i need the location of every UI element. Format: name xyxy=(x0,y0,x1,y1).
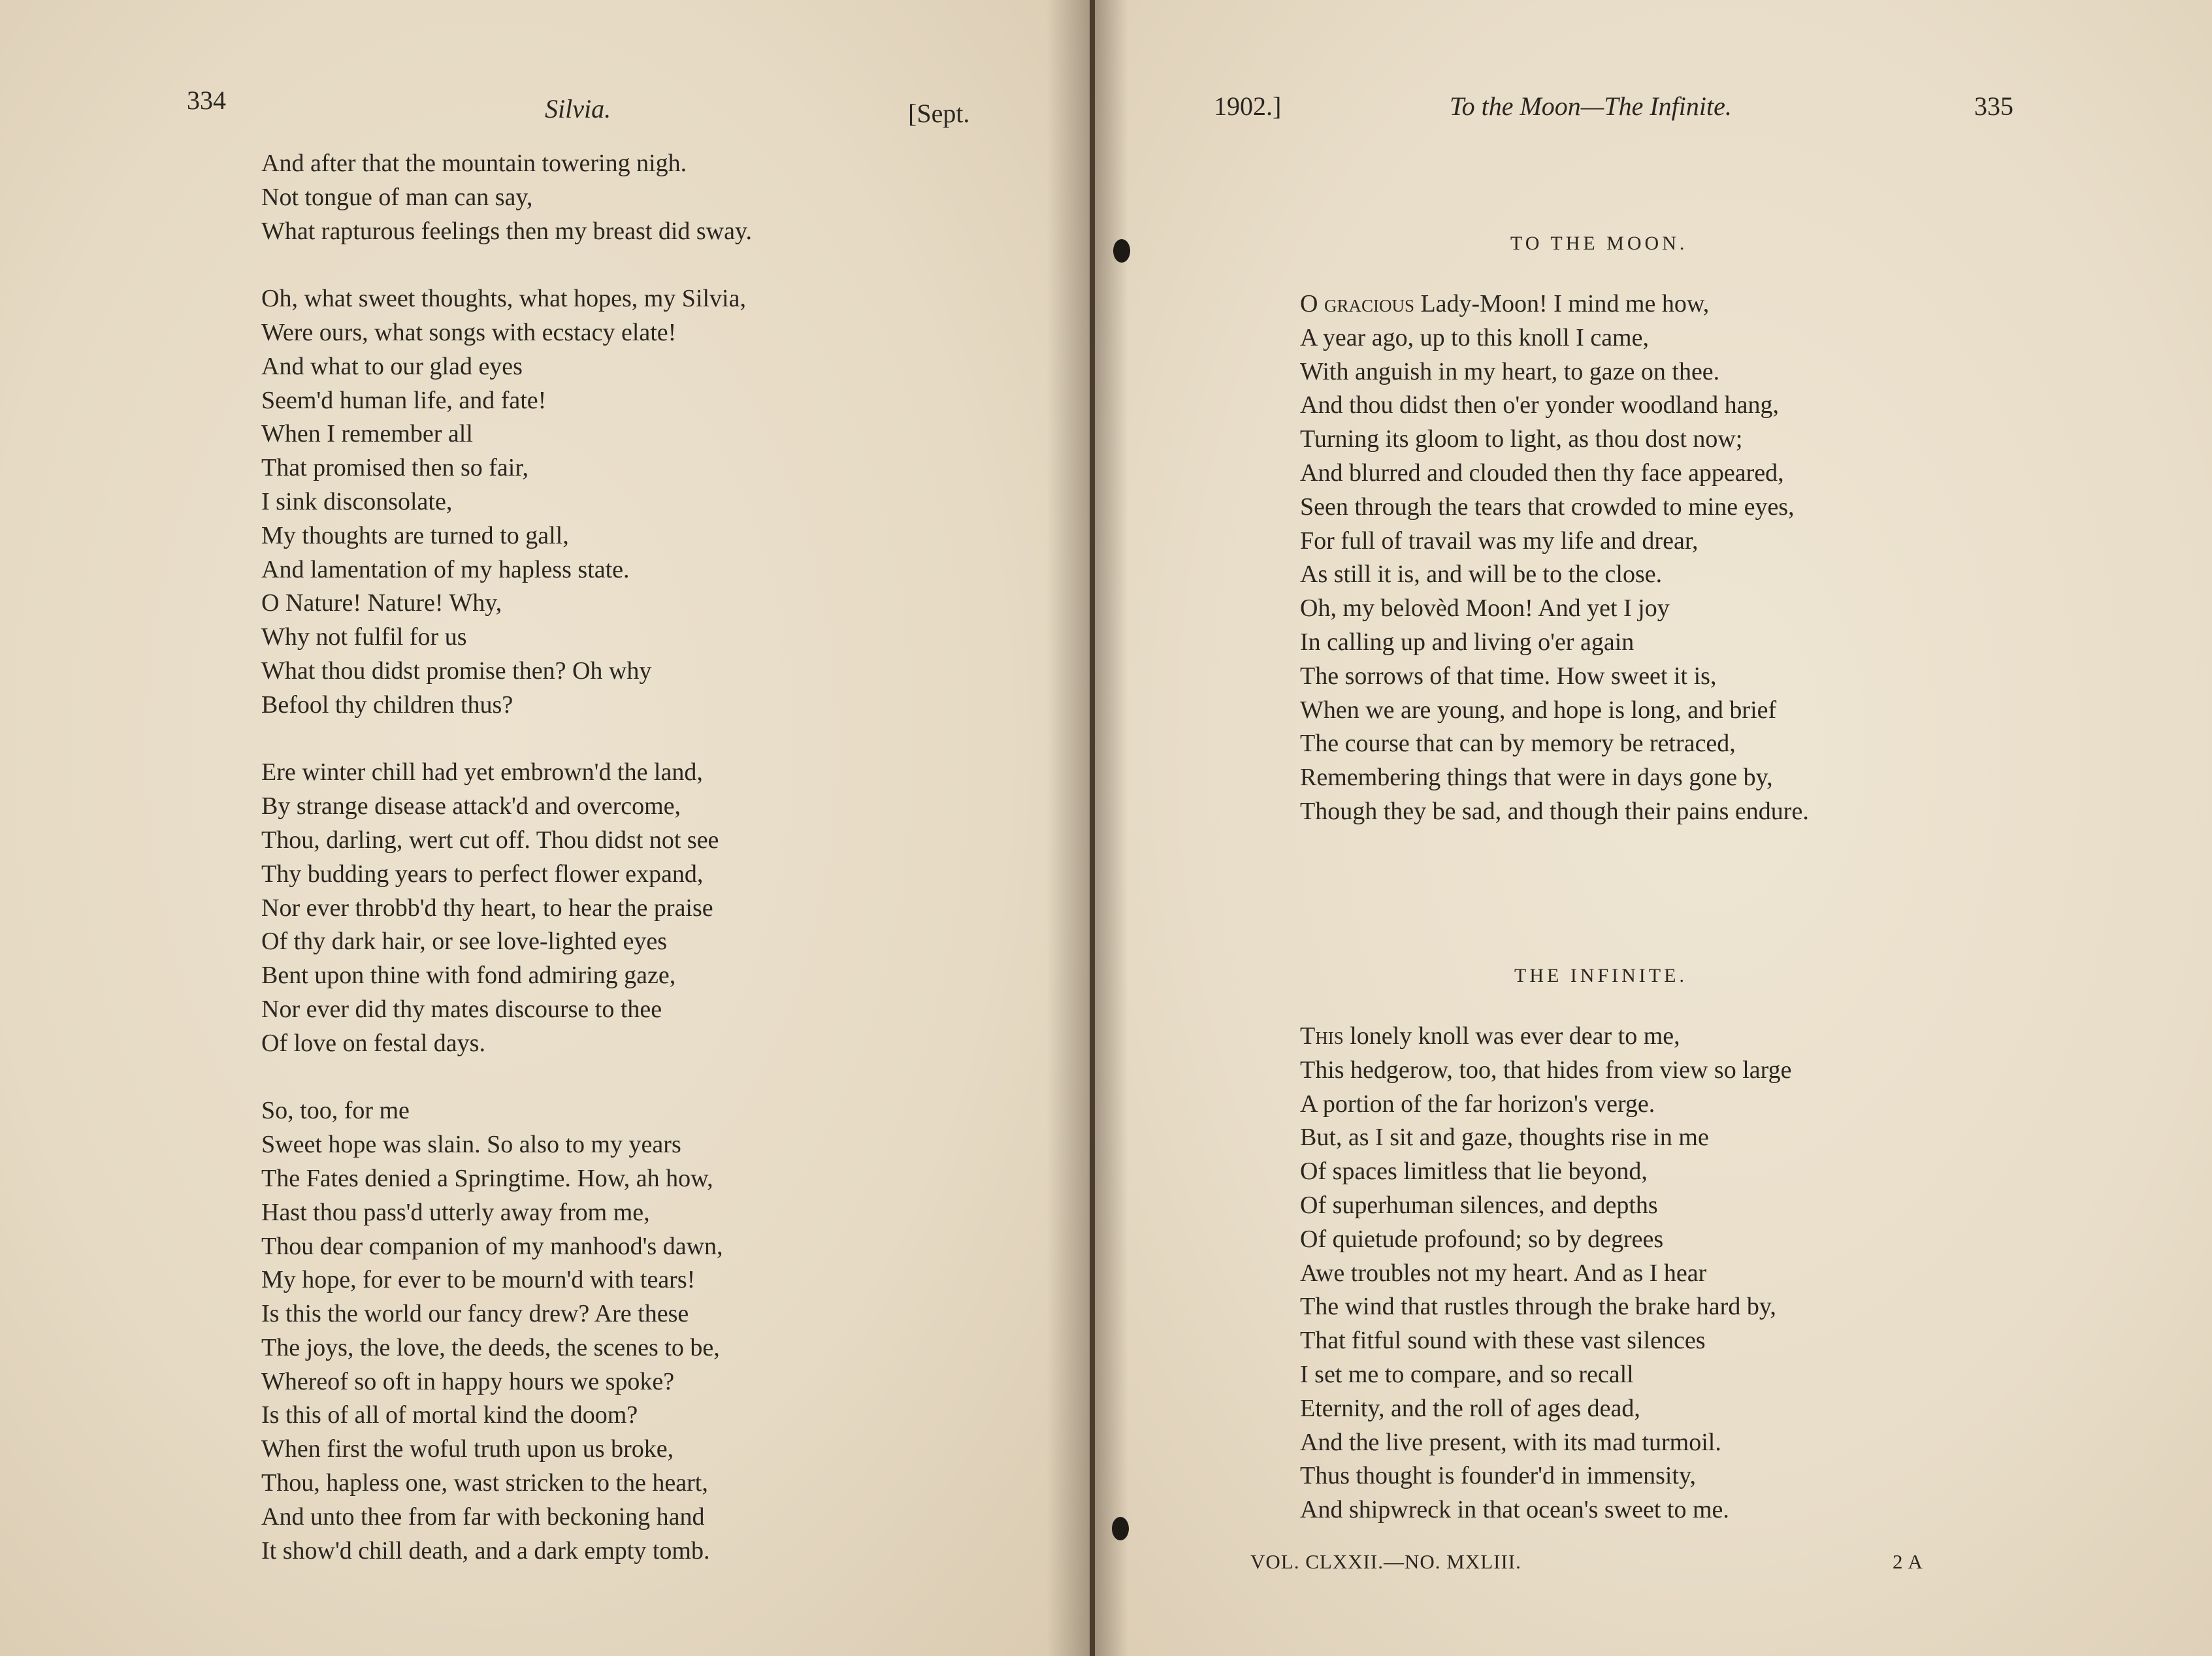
poem-line: Is this the world our fancy drew? Are these xyxy=(261,1300,689,1328)
poem-line: Of love on festal days. xyxy=(261,1029,485,1057)
running-title-right: To the Moon—The Infinite. xyxy=(1450,91,1732,121)
poem-line: Hast thou pass'd utterly away from me, xyxy=(261,1198,650,1226)
poem-line: Bent upon thine with fond admiring gaze, xyxy=(261,962,676,990)
opening-line-text: Lady-Moon! I mind me how, xyxy=(1414,290,1710,317)
poem-line: Thy budding years to perfect flower expand, xyxy=(261,860,704,888)
opening-line-text: lonely knoll was ever dear to me, xyxy=(1343,1022,1680,1050)
poem-line: What thou didst promise then? Oh why xyxy=(261,657,652,685)
poem-line: The course that can by memory be retraced, xyxy=(1300,730,1736,758)
signature-mark: 2 A xyxy=(1893,1550,1923,1573)
poem-to-the-moon xyxy=(1300,287,1809,829)
poem-line xyxy=(1300,287,1809,321)
poem-line: I set me to compare, and so recall xyxy=(1300,1360,1634,1388)
poem-line: Were ours, what songs with ecstacy elate! xyxy=(261,318,677,346)
poem-the-infinite xyxy=(1300,1020,1791,1527)
poem-line: My hope, for ever to be mourn'd with tears! xyxy=(261,1266,696,1294)
volume-footer: VOL. CLXXII.—NO. MXLIII. xyxy=(1250,1550,1521,1573)
poem-line: Of thy dark hair, or see love-lighted eyes xyxy=(261,928,668,956)
poem-line: And thou didst then o'er yonder woodland hang, xyxy=(1300,391,1779,419)
poem-line: When we are young, and hope is long, and brief xyxy=(1300,696,1777,724)
poem-line: Thus thought is founder'd in immensity, xyxy=(1300,1462,1697,1490)
poem-line: By strange disease attack'd and overcome, xyxy=(261,792,681,820)
poem-line: Nor ever did thy mates discourse to thee xyxy=(261,995,662,1023)
poem-line: I sink disconsolate, xyxy=(261,487,453,515)
poem-line: But, as I sit and gaze, thoughts rise in me xyxy=(1300,1124,1709,1152)
poem-line: And what to our glad eyes xyxy=(261,352,523,380)
poem-line: And lamentation of my hapless state. xyxy=(261,555,630,583)
stanza-break xyxy=(261,1061,752,1095)
drop-caps-opening: O gracious xyxy=(1300,290,1414,317)
poem-line: In calling up and living o'er again xyxy=(1300,628,1635,656)
poem-line: With anguish in my heart, to gaze on thee. xyxy=(1300,357,1720,385)
poem-line: Oh, my belovèd Moon! And yet I joy xyxy=(1300,594,1670,623)
poem-line: Seem'd human life, and fate! xyxy=(261,386,547,414)
poem-line: And blurred and clouded then thy face appeared, xyxy=(1300,459,1784,487)
poem-line: Not tongue of man can say, xyxy=(261,183,533,211)
binding-hole xyxy=(1112,1517,1129,1540)
poem-line: And after that the mountain towering nigh. xyxy=(261,150,687,177)
poem-line: That promised then so fair, xyxy=(261,454,529,482)
poem-line: So, too, for me xyxy=(261,1097,410,1125)
poem-silvia xyxy=(261,147,752,1568)
gutter-shadow xyxy=(1047,0,1092,1656)
binding-hole xyxy=(1113,239,1130,263)
book-gutter xyxy=(1090,0,1095,1656)
poem-line: The joys, the love, the deeds, the scenes to be, xyxy=(261,1333,720,1361)
poem-line: Befool thy children thus? xyxy=(261,690,513,719)
poem-line: When I remember all xyxy=(261,420,473,448)
poem-line: Remembering things that were in days gone by, xyxy=(1300,764,1773,792)
poem-line: Thou dear companion of my manhood's dawn, xyxy=(261,1232,723,1260)
poem-title-infinite: THE INFINITE. xyxy=(1514,965,1687,986)
poem-line: When first the woful truth upon us broke, xyxy=(261,1435,674,1463)
poem-line: Awe troubles not my heart. And as I hear xyxy=(1300,1259,1707,1287)
poem-line: My thoughts are turned to gall, xyxy=(261,521,569,549)
page-number-right: 335 xyxy=(1974,91,2013,121)
left-page xyxy=(0,0,1092,1656)
poem-line: Of spaces limitless that lie beyond, xyxy=(1300,1158,1648,1186)
right-page xyxy=(1092,0,2212,1656)
poem-line: Oh, what sweet thoughts, what hopes, my Silvia, xyxy=(261,285,746,313)
poem-line: The Fates denied a Springtime. How, ah how, xyxy=(261,1164,713,1192)
poem-line: Seen through the tears that crowded to mine eyes, xyxy=(1300,493,1795,521)
stanza-break xyxy=(261,248,752,282)
poem-line: Thou, darling, wert cut off. Thou didst not see xyxy=(261,826,719,854)
poem-line: That fitful sound with these vast silences xyxy=(1300,1327,1706,1355)
running-date-right: 1902.] xyxy=(1214,91,1282,121)
poem-line: A year ago, up to this knoll I came, xyxy=(1300,323,1649,351)
poem-line: It show'd chill death, and a dark empty tomb. xyxy=(261,1536,710,1565)
running-title-left: Silvia. xyxy=(545,94,611,123)
poem-line: O Nature! Nature! Why, xyxy=(261,589,502,617)
poem-line: Of quietude profound; so by degrees xyxy=(1300,1225,1664,1253)
poem-line: And unto thee from far with beckoning hand xyxy=(261,1502,705,1531)
poem-line: For full of travail was my life and drear, xyxy=(1300,527,1699,555)
poem-line: The wind that rustles through the brake hard by, xyxy=(1300,1293,1776,1321)
poem-line: Ere winter chill had yet embrown'd the land, xyxy=(261,758,703,787)
poem-line: Of superhuman silences, and depths xyxy=(1300,1191,1658,1219)
poem-line: Nor ever throbb'd thy heart, to hear the praise xyxy=(261,894,713,922)
poem-line: Thou, hapless one, wast stricken to the heart, xyxy=(261,1469,708,1497)
poem-line: What rapturous feelings then my breast did sway. xyxy=(261,217,753,245)
poem-line: Sweet hope was slain. So also to my years xyxy=(261,1131,681,1159)
poem-line: The sorrows of that time. How sweet it is, xyxy=(1300,662,1717,690)
poem-line xyxy=(1300,1020,1791,1054)
poem-line: As still it is, and will be to the close. xyxy=(1300,560,1663,589)
stanza-break xyxy=(261,722,752,756)
poem-line: And shipwreck in that ocean's sweet to me. xyxy=(1300,1496,1729,1524)
poem-line: Why not fulfil for us xyxy=(261,623,467,651)
page-number-left: 334 xyxy=(187,86,226,115)
poem-title-moon: TO THE MOON. xyxy=(1510,233,1688,254)
poem-line: Turning its gloom to light, as thou dost now; xyxy=(1300,425,1743,453)
poem-line: Whereof so oft in happy hours we spoke? xyxy=(261,1367,675,1395)
poem-line: Is this of all of mortal kind the doom? xyxy=(261,1401,638,1429)
drop-caps-opening: This xyxy=(1300,1022,1344,1050)
running-date-left: [Sept. xyxy=(908,99,970,128)
poem-line: And the live present, with its mad turmoil. xyxy=(1300,1428,1721,1456)
poem-line: A portion of the far horizon's verge. xyxy=(1300,1090,1655,1118)
poem-line: This hedgerow, too, that hides from view so large xyxy=(1300,1056,1792,1084)
poem-line: Eternity, and the roll of ages dead, xyxy=(1300,1394,1640,1422)
poem-line: Though they be sad, and though their pains endure. xyxy=(1300,797,1809,825)
